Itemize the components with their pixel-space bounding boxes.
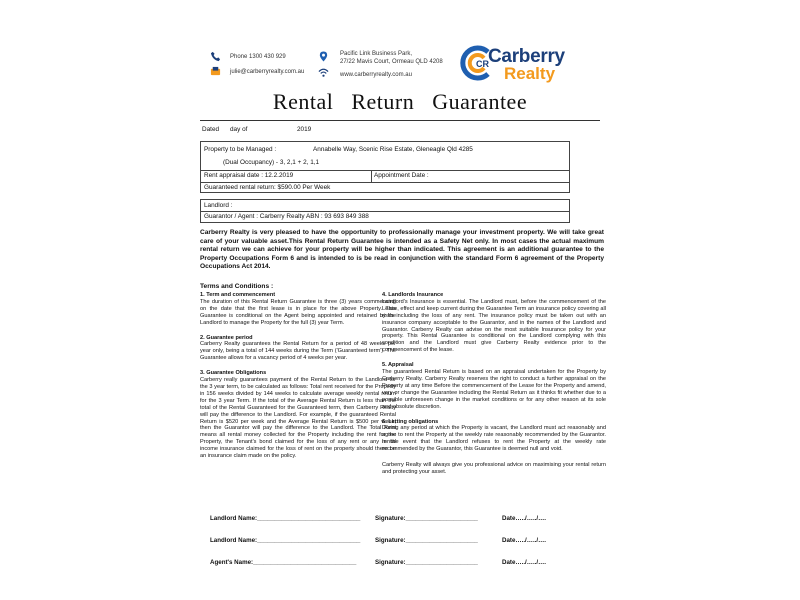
date-field-1[interactable]: Date…../…../…. xyxy=(502,515,547,522)
signature-field-3[interactable]: Signature:_____________________ xyxy=(375,559,478,566)
email-icon xyxy=(210,66,221,77)
terms-left-column xyxy=(200,292,396,460)
row-divider xyxy=(201,170,569,171)
website-text: www.carberryrealty.com.au xyxy=(340,72,412,78)
date-field-2[interactable]: Date…../…../…. xyxy=(502,537,547,544)
guarantor-text: Guarantor / Agent : Carberry Realty ABN : 93 693 849 388 xyxy=(204,213,369,220)
term-6-body: During any period at which the Property is vacant, the Landlord must act reasonably and agree to rent the Property at the weekly rate reasonably recommended by the Guarantor. In the event that the Landlord refuses to rent the Property at the weekly rate recommended by the Guarantor, this Guarantee is deemed null and void. xyxy=(382,425,606,453)
term-4-heading: 4. Landlords Insurance xyxy=(382,292,444,298)
date-field-3[interactable]: Date…../…../…. xyxy=(502,559,547,566)
property-address: Annabelle Way, Scenic Rise Estate, Gleneagle Qld 4285 xyxy=(313,146,473,153)
carberry-realty-logo xyxy=(458,44,588,84)
appointment-date: Appointment Date : xyxy=(374,172,429,179)
agent-name-field[interactable]: Agent's Name:______________________________ xyxy=(210,559,357,566)
landlord-label: Landlord : xyxy=(204,202,233,209)
term-1-body: The duration of this Rental Return Guarantee is three (3) years commencing on the date that the first lease is in place for the above Property. This Guarantee is conditional on the Agent being appointed and retained by the Landlord to manage the Property for the full (3) year Term. xyxy=(200,298,396,326)
property-details-box xyxy=(200,141,570,193)
row-divider xyxy=(201,211,569,212)
term-6-heading: 6. Letting obligations xyxy=(382,418,439,425)
terms-heading: Terms and Conditions : xyxy=(200,283,274,290)
document-title: Rental Return Guarantee xyxy=(272,89,528,114)
term-5-body: The guaranteed Rental Return is based on an appraisal undertaken for the Property by Carberry Realty. Carberry Realty reserves the right to conduct a further appraisal on the Property at any time Before the commencement of the Lease for the Property and amend, vary or change the Guarantee including the Rental Return as it thinks fit whether due to a possible unforeseen change in the market conditions or for any other reason at its sole and absolute discretion. xyxy=(382,369,606,410)
year-value: 2019 xyxy=(297,126,312,133)
phone-text: Phone 1300 430 929 xyxy=(230,54,286,60)
landlord-name-field-2[interactable]: Landlord Name:______________________________ xyxy=(210,537,361,544)
term-2-heading: 2. Guarantee period xyxy=(200,334,253,341)
location-pin-icon xyxy=(318,51,329,62)
address-line-2: 27/22 Mavis Court, Ormeau QLD 4208 xyxy=(340,59,443,65)
property-label: Property to be Managed : xyxy=(204,146,277,153)
logo-mark-text: CR xyxy=(476,59,489,69)
intro-paragraph: Carberry Realty is very pleased to have the opportunity to professionally manage your investment property. We will take great care of your valuable asset.This Rental Return Guarantee is intended as a Safety Net only. In most cases the actual maximum rental return we can achieve for your property will be higher than indicated. This agreement is an additional guarantee to the Property Occupations Form 6 and is intended to is be read in conjunction with the standard Form 6 agreement of the Property Occupations Act 2014. xyxy=(200,229,604,271)
cell-divider xyxy=(371,170,372,182)
landlord-name-field-1[interactable]: Landlord Name:______________________________ xyxy=(210,515,361,522)
logo-line-1: Carberry xyxy=(488,46,565,67)
appraisal-date: Rent appraisal date : 12.2.2019 xyxy=(204,172,294,179)
term-3-body: Carberry really guarantees payment of the Rental Return to the Landlord for the 3 year term, to be calculated as follows: Total rent received for the Property in 156 weeks divided by 144 weeks to calculate average weekly rental return for the 3 year Term. If the total of the Average Rental Return is less than the total of the Rental Guaranteed for the Guaranteed term, then Carberry Realty will pay the difference to the Landlord. For example, if the guaranteed Rental Return is $520 per week and the Average Rental Return is $500 per week, then the Guarantor will pay the difference to the Landlord. The Total Rent means all rental money collected for the Property including the rent for the Property, the Tenant's bond claimed for the loss of any rent or any rental income insurance claimed for the loss of rent on the property should there be an insurance claim made on the policy. xyxy=(200,377,396,460)
landlord-box xyxy=(200,199,570,223)
address-line-1: Pacific Link Business Park, xyxy=(340,51,413,57)
term-5-heading: 5. Appraisal xyxy=(382,362,414,369)
terms-right-column xyxy=(382,292,606,476)
phone-icon xyxy=(210,51,221,62)
logo-line-2: Realty xyxy=(504,64,556,83)
wifi-web-icon xyxy=(318,67,329,78)
day-of-label: day of xyxy=(230,126,248,133)
closing-statement: Carberry Realty will always give you professional advice on maximising your rental return and protecting your asset. xyxy=(382,462,606,475)
title-divider xyxy=(200,120,600,121)
row-divider xyxy=(201,182,569,183)
term-3-heading: 3. Guarantee Obligations xyxy=(200,370,267,377)
signature-field-1[interactable]: Signature:_____________________ xyxy=(375,515,478,522)
term-4-body: Landlord's Insurance is essential. The Landlord must, before the commencement of the Lease, effect and keep current during the Guarantee Term an insurance policy covering all risks including the loss of any rent. The insurance policy must be taken out with an insurance company acceptable to the Guarantor, and in the names of the Landlord and Guarantor. Carberry Realty can advise on the most suitable Insurance policy for your property. This Rental Guarantee is conditional on the Landlord complying with this condition and the Landlord must give Carberry Realty evidence prior to the commencement of the lease. xyxy=(382,298,606,354)
dated-label: Dated xyxy=(202,126,220,133)
signature-field-2[interactable]: Signature:_____________________ xyxy=(375,537,478,544)
term-2-body: Carberry Realty guarantees the Rental Return for a period of 48 weeks per year only, being a total of 144 weeks during the Term ('Guaranteed term'). The Guarantee allows for a vacancy period of 4 weeks per year. xyxy=(200,341,396,362)
term-1-heading: 1. Term and commencement xyxy=(200,292,276,298)
email-text: julie@carberryrealty.com.au xyxy=(230,69,305,75)
occupancy-text: (Dual Occupancy) - 3, 2,1 + 2, 1,1 xyxy=(223,159,320,166)
guaranteed-return: Guaranteed rental return: $590.00 Per Week xyxy=(204,184,331,191)
